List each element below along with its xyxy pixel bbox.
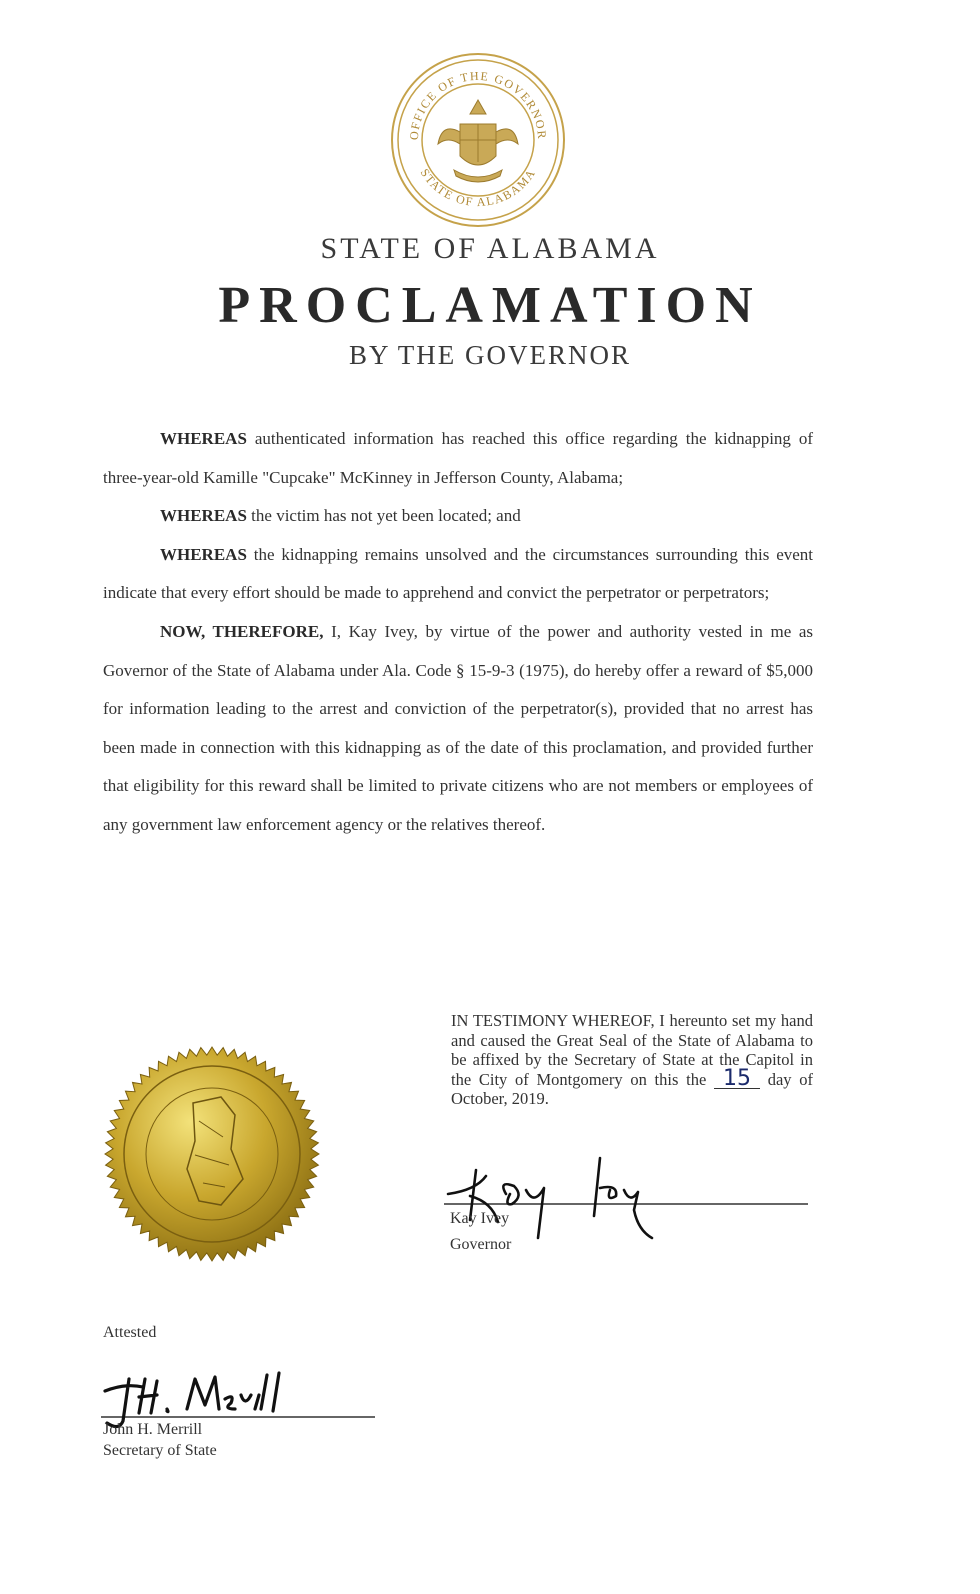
state-heading: STATE OF ALABAMA	[320, 232, 660, 265]
whereas-paragraph-1: WHEREAS authenticated information has reached this office regarding the kidnapping of three-year-old Kamille "Cupcake" McKinney in Jefferson County, Alabama;	[103, 429, 814, 487]
governor-title: Governor	[450, 1236, 512, 1253]
whereas-paragraph-2: WHEREAS the victim has not yet been located; and	[160, 506, 521, 526]
whereas-paragraph-3: WHEREAS the kidnapping remains unsolved and the circumstances surrounding this event indicate that every effort should be made to apprehend and convict the perpetrator or perpetrators;	[103, 544, 814, 603]
governor-signature	[440, 1150, 820, 1245]
seal-lower-text: STATE OF ALABAMA	[417, 165, 539, 210]
subtitle: BY THE GOVERNOR	[348, 340, 631, 370]
secretary-title: Secretary of State	[103, 1442, 217, 1459]
great-seal-icon	[103, 1045, 321, 1263]
attested-label: Attested	[103, 1324, 157, 1341]
seal-upper-text: OFFICE OF THE GOVERNOR	[406, 68, 550, 141]
therefore-paragraph: NOW, THEREFORE, I, Kay Ivey, by virtue of the power and authority vested in me as Governor of the State of Alabama under Ala. Code § 15-9-3 (1975), do hereby offer a reward of $5,000 for information leading to the arrest and conviction of the perpetrator(s), provided that no arrest has been made in connection with this kidnapping as of the date of this proclamation, and provided further that eligibility for this reward shall be limited to private citizens who are not members or employees of any government law enforcement agency or the relatives thereof.	[103, 621, 814, 834]
proclamation-title: PROCLAMATION	[218, 277, 762, 334]
governor-seal-icon	[390, 52, 566, 228]
testimony-clause: IN TESTIMONY WHEREOF, I hereunto set my hand and caused the Great Seal of the State of Alabama to be affixed by the Secretary of State at the Capitol in the City of Montgomery on this the 15 day of October, 2019.	[451, 1011, 814, 1108]
proclamation-body	[103, 420, 813, 845]
seal-serrated-edge	[105, 1047, 319, 1261]
governor-name: Kay Ivey	[450, 1210, 510, 1227]
handwritten-day: 15	[714, 1070, 760, 1089]
secretary-name: John H. Merrill	[103, 1421, 203, 1438]
